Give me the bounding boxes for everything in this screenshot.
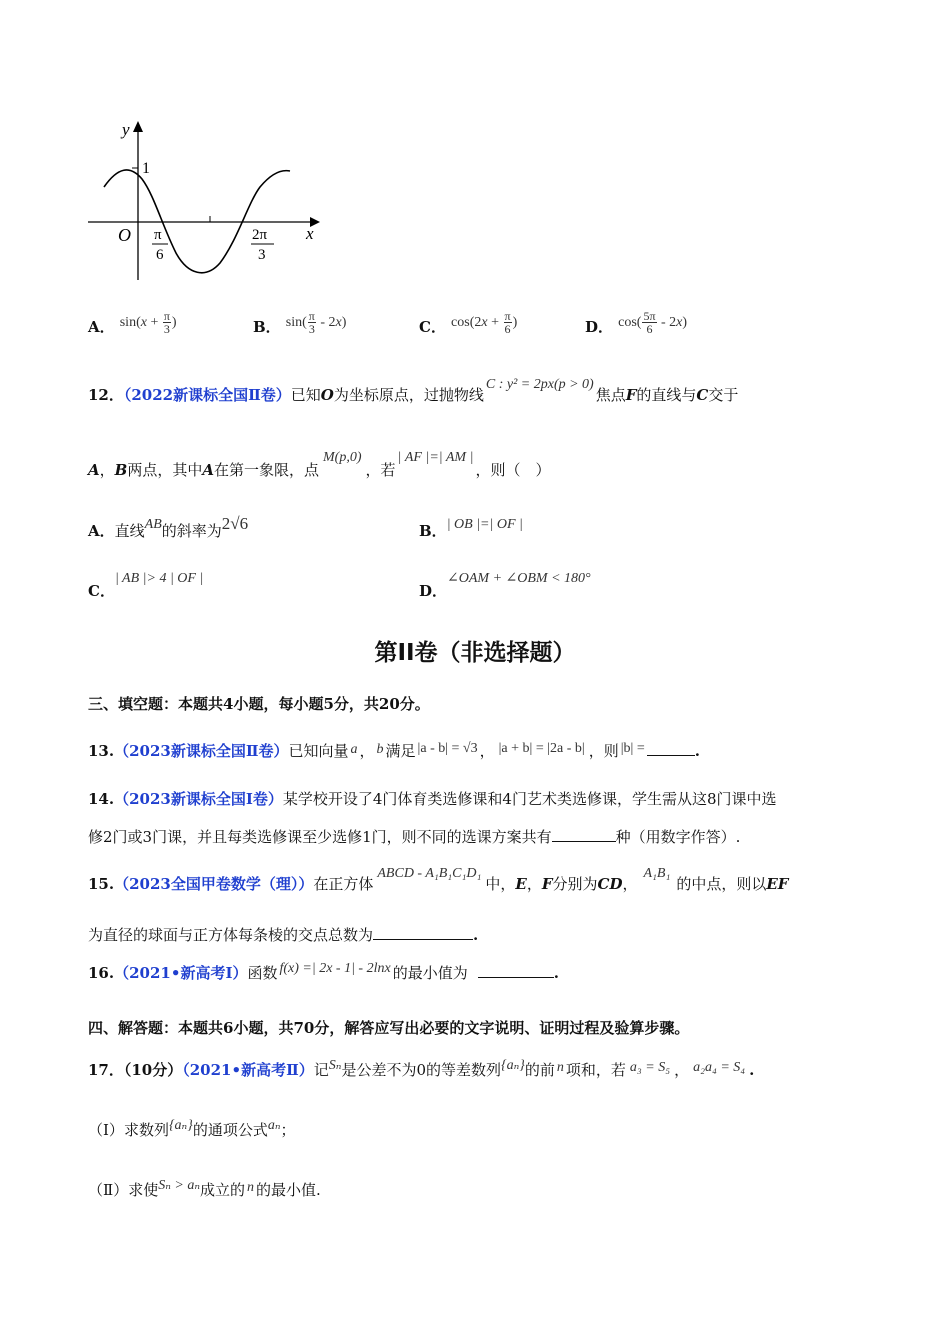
q12-option-b: B．| OB |=| OF | <box>419 517 523 540</box>
question-source: （2022新课标全国Ⅱ卷） <box>123 386 291 404</box>
answer-blank[interactable] <box>478 977 554 978</box>
question-number: 12． <box>88 386 124 404</box>
condition-1: |a - b| = √3 <box>417 741 478 756</box>
option-label: A． <box>88 318 115 336</box>
answer-blank[interactable] <box>373 939 473 940</box>
q17-part2: （Ⅱ）求使Sₙ > aₙ成立的 n 的最小值. <box>88 1178 321 1199</box>
option-label: D． <box>585 318 614 336</box>
q12-line2: A，B两点，其中A在第一象限，点M(p,0)，若| AF |=| AM |，则（ ） <box>88 450 551 479</box>
q16: 16.（2021•新高考Ⅰ）函数 f(x) =| 2x - 1| - 2lnx 的最小值为 . <box>88 961 559 982</box>
q14-line1: 14.（2023新课标全国Ⅰ卷）某学校开设了4门体育类选修课和4门艺术类选修课，学生需从这8门课中选 <box>88 790 777 808</box>
option-label: C． <box>419 318 446 336</box>
tpi3-num: 2π <box>252 227 268 243</box>
sine-graph <box>80 115 330 290</box>
part2-title: 第II卷（非选择题） <box>374 640 576 666</box>
option-label: B． <box>253 318 281 336</box>
answer-expr: |b| = <box>620 741 645 756</box>
af-am: | AF |=| AM | <box>397 450 474 465</box>
one-label: 1 <box>142 160 150 177</box>
q15-line1: 15.（2023全国甲卷数学（理））在正方体ABCD - A₁B₁C₁D₁中，E，F分别为CD，A₁B₁的中点，则以EF <box>88 866 789 893</box>
q12-line1: 12．（2022新课标全国Ⅱ卷）已知O为坐标原点，过抛物线C : y² = 2px(p > 0)焦点F的直线与C交于 <box>88 377 739 404</box>
section3-heading: 三、填空题：本题共4小题，每小题5分，共20分。 <box>88 695 430 713</box>
q17: 17．（10分）（2021•新高考Ⅱ）记Sₙ是公差不为0的等差数列{aₙ}的前 n 项和，若 a₃ = S₅ ， a₂a₄ = S₄ . <box>88 1058 755 1079</box>
point-m: M(p,0) <box>323 450 362 465</box>
q12-option-c: C．| AB |> 4 | OF | <box>88 571 204 600</box>
q12-option-d: D．∠OAM + ∠OBM < 180° <box>419 571 591 600</box>
q13: 13.（2023新课标全国Ⅱ卷）已知向量 a ， b 满足 |a - b| = √3 ， |a + b| = |2a - b| ，则 |b| = . <box>88 741 700 760</box>
origin-label: O <box>118 225 131 245</box>
pi6-num: π <box>154 227 162 243</box>
function-expr: f(x) =| 2x - 1| - 2lnx <box>279 961 391 976</box>
q14-line2: 修2门或3门课，并且每类选修课至少选修1门，则不同的选课方案共有 种（用数字作答）. <box>88 828 741 846</box>
y-axis-arrow <box>133 121 143 132</box>
answer-blank[interactable] <box>647 755 695 756</box>
edge-a1b1: A₁B₁ <box>643 866 671 881</box>
q12-option-a: A．直线AB的斜率为2√6 <box>88 514 249 540</box>
y-label: y <box>122 120 130 139</box>
q15-line2: 为直径的球面与正方体每条棱的交点总数为 . <box>88 926 479 944</box>
parabola-formula: C : y² = 2px(p > 0) <box>485 377 594 392</box>
section4-heading: 四、解答题：本题共6小题，共70分，解答应写出必要的文字说明、证明过程及验算步骤。 <box>88 1019 690 1037</box>
condition-2: |a + b| = |2a - b| <box>498 741 585 756</box>
tpi3-den: 3 <box>258 247 266 263</box>
q11-option-d: D． cos( $\frac{5\pi}{6}$ - 2x) <box>585 309 688 337</box>
x-label: x <box>306 224 314 243</box>
pi6-den: 6 <box>156 247 164 263</box>
q11-option-a: A． sin(x + $\frac{\pi}{3}$ ) <box>88 309 177 337</box>
cube-name: ABCD - A₁B₁C₁D₁ <box>377 866 482 881</box>
answer-blank[interactable] <box>552 841 616 842</box>
q11-option-b: B． sin( $\frac{\pi}{3}$ - 2x) <box>253 309 347 337</box>
q17-part1: （Ⅰ）求数列{aₙ}的通项公式aₙ； <box>88 1118 296 1139</box>
q11-option-c: C． cos(2x + $\frac{\pi}{6}$ ) <box>419 309 518 337</box>
